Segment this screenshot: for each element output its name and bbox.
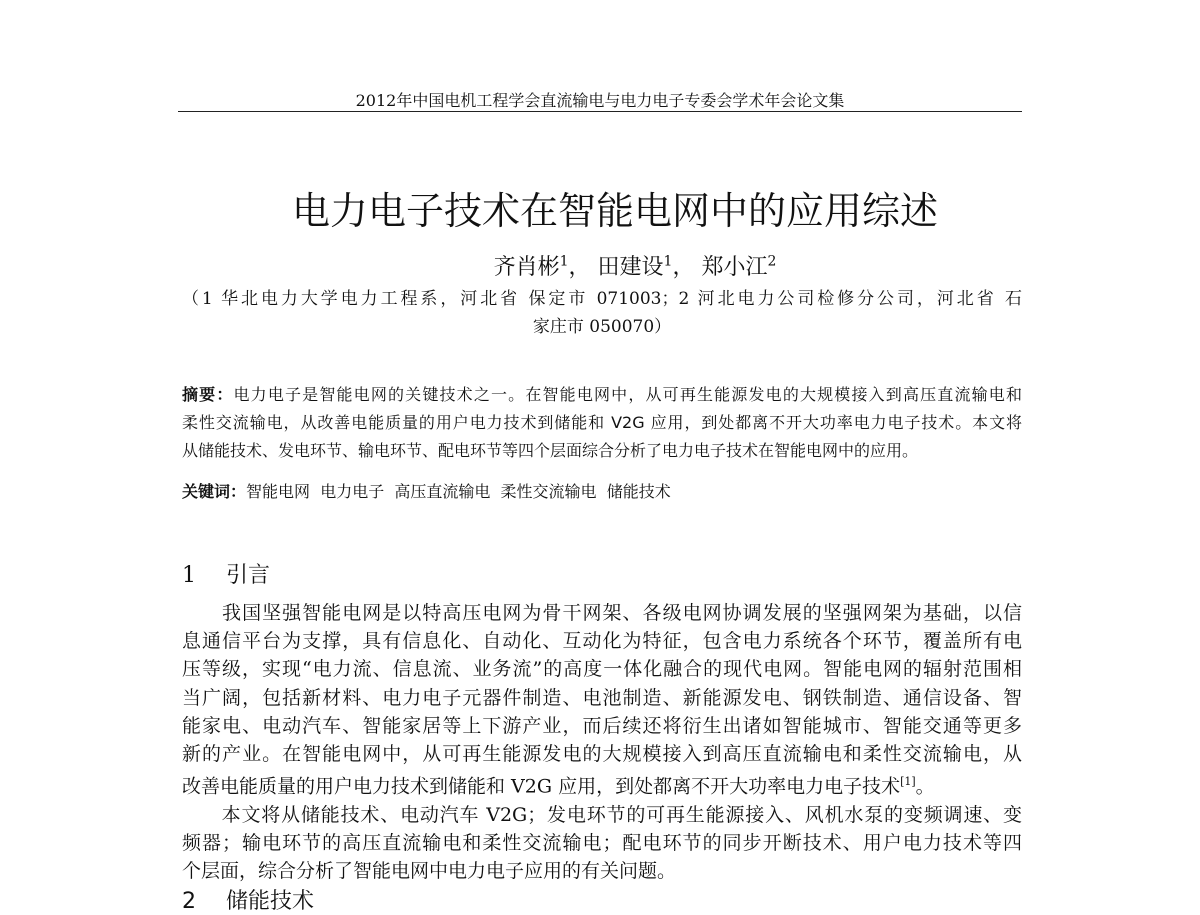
abstract-line: 柔性交流输电，从改善电能质量的用户电力技术到储能和 V2G 应用，到处都离不开大功率电力电子技术。本文将 bbox=[182, 413, 1022, 432]
body-line: 息通信平台为支撑，具有信息化、自动化、互动化为特征，包含电力系统各个环节，覆盖所有电 bbox=[182, 630, 1022, 653]
author-sup: 1 bbox=[559, 253, 569, 270]
body-text-run: 改善电能质量的用户电力技术到储能和 V2G 应用，到处都离不开大功率电力电子技术 bbox=[182, 775, 901, 798]
keywords-text: 智能电网 电力电子 高压直流输电 柔性交流输电 储能技术 bbox=[246, 482, 671, 501]
section-title: 储能技术 bbox=[226, 889, 315, 914]
body-text bbox=[182, 599, 1022, 885]
author: 郑小江 bbox=[701, 255, 768, 280]
abstract bbox=[182, 381, 1022, 465]
affiliation-line: （1 华北电力大学电力工程系，河北省 保定市 071003；2 河北电力公司检修分公司，河北省 石 bbox=[182, 289, 1022, 309]
abstract-line bbox=[182, 381, 1022, 409]
author-sup: 1 bbox=[663, 253, 673, 270]
author-sup: 2 bbox=[767, 253, 777, 270]
section-title: 引言 bbox=[226, 563, 271, 588]
affiliation-line: 家庄市 050070） bbox=[532, 317, 672, 337]
paper-title: 电力电子技术在智能电网中的应用综述 bbox=[291, 189, 938, 233]
header-rule bbox=[178, 111, 1022, 112]
section-heading bbox=[182, 558, 270, 589]
abstract-label: 摘要： bbox=[182, 385, 234, 404]
abstract-text: 电力电子是智能电网的关键技术之一。在智能电网中，从可再生能源发电的大规模接入到高压直流输电和 bbox=[233, 385, 1022, 404]
body-line bbox=[182, 768, 1022, 801]
section-heading bbox=[182, 884, 314, 915]
section-number: 1 bbox=[182, 563, 196, 588]
body-line: 当广阔，包括新材料、电力电子元器件制造、电池制造、新能源发电、钢铁制造、通信设备、智 bbox=[182, 686, 1022, 709]
section-number: 2 bbox=[182, 889, 196, 914]
body-line: 新的产业。在智能电网中，从可再生能源发电的大规模接入到高压直流输电和柔性交流输电，从 bbox=[182, 743, 1022, 766]
abstract-line: 从储能技术、发电环节、输电环节、配电环节等四个层面综合分析了电力电子技术在智能电网中的应用。 bbox=[182, 441, 919, 460]
body-line: 我国坚强智能电网是以特高压电网为骨干网架、各级电网协调发展的坚强网架为基础，以信 bbox=[182, 602, 1022, 624]
body-line: 个层面，综合分析了智能电网中电力电子应用的有关问题。 bbox=[182, 860, 677, 883]
running-header: 2012年中国电机工程学会直流输电与电力电子专委会学术年会论文集 bbox=[355, 91, 845, 110]
author: 齐肖彬 bbox=[493, 255, 560, 280]
affiliation bbox=[182, 285, 1022, 341]
citation[interactable]: [1] bbox=[900, 775, 916, 789]
body-line: 本文将从储能技术、电动汽车 V2G；发电环节的可再生能源接入、风机水泵的变频调速、变 bbox=[182, 803, 1022, 826]
body-line: 频器；输电环节的高压直流输电和柔性交流输电；配电环节的同步开断技术、用户电力技术等四 bbox=[182, 831, 1022, 854]
body-line: 能家电、电动汽车、智能家居等上下游产业，而后续还将衍生出诸如智能城市、智能交通等更多 bbox=[182, 714, 1022, 737]
author: 田建设 bbox=[597, 255, 664, 280]
authors: 齐肖彬$^1$， 田建设$^1$， 郑小江$^2$ bbox=[493, 253, 777, 280]
body-line: 压等级，实现“电力流、信息流、业务流”的高度一体化融合的现代电网。智能电网的辐射范围相 bbox=[182, 658, 1022, 681]
keywords bbox=[182, 479, 671, 502]
keywords-label: 关键词： bbox=[182, 482, 247, 501]
body-text-run: 。 bbox=[915, 775, 935, 798]
